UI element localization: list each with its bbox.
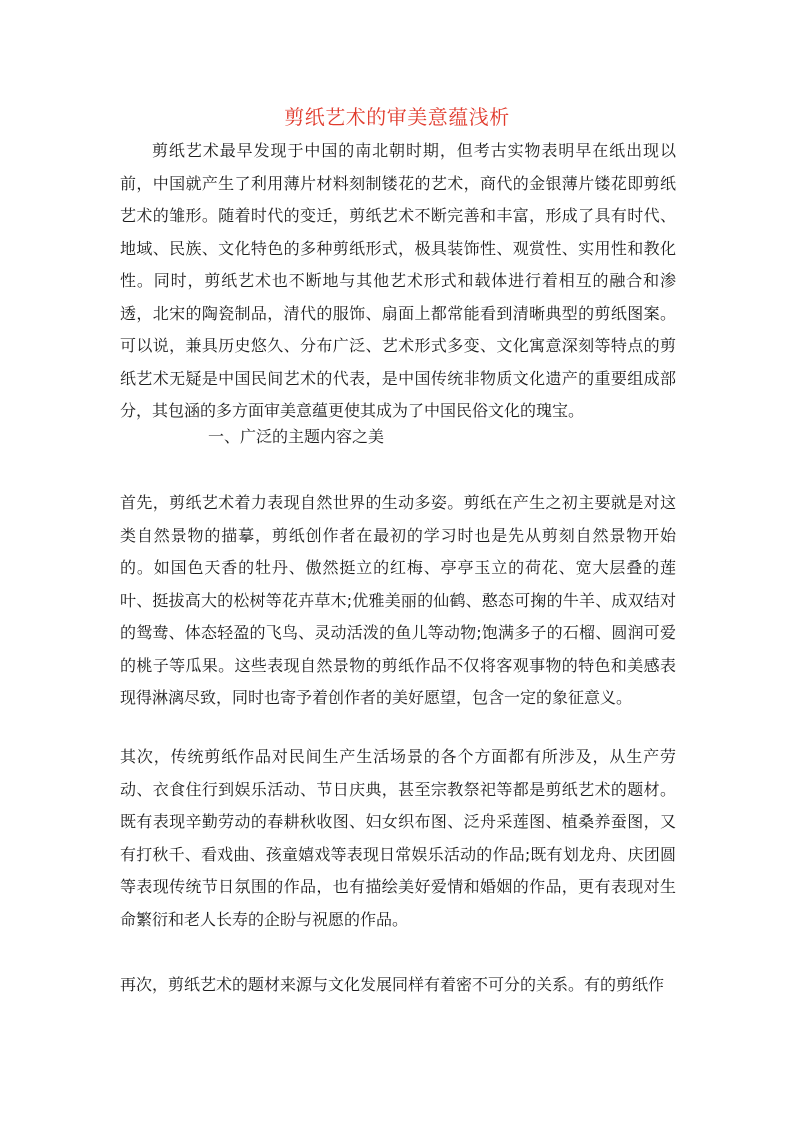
paragraph-culture: 再次，剪纸艺术的题材来源与文化发展同样有着密不可分的关系。有的剪纸作 bbox=[120, 975, 665, 994]
intro-paragraph: 剪纸艺术最早发现于中国的南北朝时期，但考古实物表明早在纸出现以前，中国就产生了利用薄片材料刻制镂花的艺术，商代的金银薄片镂花即剪纸艺术的雏形。随着时代的变迁，剪纸艺术不断完善和丰富，形成了具有时代、地域、民族、文化特色的多种剪纸形式，极具装饰性、观赏性、实用性和教化性。同时，剪纸艺术也不断地与其他艺术形式和载体进行着相互的融合和渗透，北宋的陶瓷制品，清代的服饰、扇面上都常能看到清晰典型的剪纸图案。可以说，兼具历史悠久、分布广泛、艺术形式多变、文化寓意深刻等特点的剪纸艺术无疑是中国民间艺术的代表，是中国传统非物质文化遗产的重要组成部分，其包涵的多方面审美意蕴更使其成为了中国民俗文化的瑰宝。 bbox=[120, 141, 676, 420]
paragraph-nature-themes: 首先，剪纸艺术着力表现自然世界的生动多姿。剪纸在产生之初主要就是对这类自然景物的描摹，剪纸创作者在最初的学习时也是先从剪刻自然景物开始的。如国色天香的牡丹、傲然挺立的红梅、亭亭玉立的荷花、宽大层叠的莲叶、挺拔高大的松树等花卉草木;优雅美丽的仙鹤、憨态可掬的牛羊、成双结对的鸳鸯、体态轻盈的飞鸟、灵动活泼的鱼儿等动物;饱满多子的石榴、圆润可爱的桃子等瓜果。这些表现自然景物的剪纸作品不仅将客观事物的特色和美感表现得淋漓尽致，同时也寄予着创作者的美好愿望，包含一定的象征意义。 bbox=[120, 493, 676, 707]
section-heading: 一、广泛的主题内容之美 bbox=[208, 427, 385, 446]
document-title: 剪纸艺术的审美意蕴浅析 bbox=[284, 105, 510, 129]
paragraph-life-scenes: 其次，传统剪纸作品对民间生产生活场景的各个方面都有所涉及，从生产劳动、衣食住行到娱乐活动、节日庆典，甚至宗教祭祀等都是剪纸艺术的题材。既有表现辛勤劳动的春耕秋收图、妇女织布图、泛舟采莲图、植桑养蚕图，又有打秋千、看戏曲、孩童嬉戏等表现日常娱乐活动的作品;既有划龙舟、庆团圆等表现传统节日氛围的作品，也有描绘美好爱情和婚姻的作品，更有表现对生命繁衍和老人长寿的企盼与祝愿的作品。 bbox=[120, 747, 676, 929]
